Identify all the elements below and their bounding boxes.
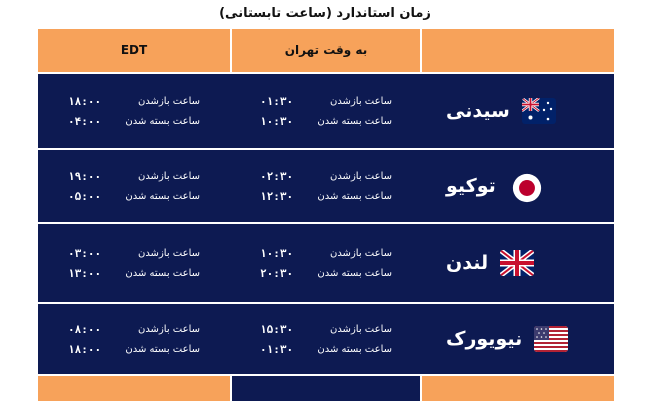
market-hours-table	[38, 29, 614, 401]
japan-flag-icon	[508, 173, 542, 199]
table-row	[38, 224, 614, 302]
tehran-open-time: ۰۲:۳۰	[260, 169, 294, 183]
city-cell	[446, 224, 606, 302]
edt-open-time: ۰۸:۰۰	[68, 322, 102, 336]
header-edt	[38, 29, 230, 72]
edt-open-label: ساعت بازشدن	[137, 170, 200, 182]
edt-open-time: ۰۳:۰۰	[68, 246, 102, 260]
tehran-open-label: ساعت بازشدن	[329, 95, 392, 107]
tehran-open-time: ۱۵:۳۰	[260, 322, 294, 336]
edt-times	[68, 304, 200, 374]
footer-edt	[38, 376, 230, 401]
page-title: زمان استاندارد (ساعت تابستانی)	[219, 6, 431, 21]
footer-tehran	[232, 376, 420, 401]
tehran-open-label: ساعت بازشدن	[329, 247, 392, 259]
footer-city	[422, 376, 614, 401]
usa-flag-icon	[534, 326, 568, 352]
tehran-open-label: ساعت بازشدن	[329, 323, 392, 335]
edt-close-time: ۱۳:۰۰	[68, 266, 102, 280]
city-name: توکیو	[446, 175, 496, 197]
table-row	[38, 304, 614, 374]
tehran-close-time: ۱۲:۳۰	[260, 189, 294, 203]
tehran-times	[260, 304, 392, 374]
header-tehran-label: به وقت تهران	[284, 43, 368, 57]
tehran-open-time: ۱۰:۳۰	[260, 246, 294, 260]
header-tehran	[232, 29, 420, 72]
australia-flag-icon	[522, 98, 556, 124]
edt-open-time: ۱۸:۰۰	[68, 94, 102, 108]
edt-close-label: ساعت بسته شدن	[125, 343, 200, 355]
table-row	[38, 74, 614, 148]
edt-close-time: ۰۴:۰۰	[68, 114, 102, 128]
edt-times	[68, 224, 200, 302]
uk-flag-icon	[500, 250, 534, 276]
edt-open-label: ساعت بازشدن	[137, 247, 200, 259]
tehran-open-label: ساعت بازشدن	[329, 170, 392, 182]
tehran-close-label: ساعت بسته شدن	[317, 343, 392, 355]
table-row	[38, 150, 614, 222]
header-city	[422, 29, 614, 72]
tehran-close-label: ساعت بسته شدن	[317, 115, 392, 127]
tehran-times	[260, 150, 392, 222]
city-name: لندن	[446, 252, 489, 274]
edt-open-label: ساعت بازشدن	[137, 95, 200, 107]
tehran-close-label: ساعت بسته شدن	[317, 190, 392, 202]
city-cell	[446, 74, 606, 148]
city-cell	[446, 150, 606, 222]
edt-open-label: ساعت بازشدن	[137, 323, 200, 335]
header-edt-label: EDT	[120, 43, 148, 57]
city-name: نیویورک	[446, 328, 523, 350]
tehran-close-time: ۱۰:۳۰	[260, 114, 294, 128]
tehran-open-time: ۰۱:۳۰	[260, 94, 294, 108]
edt-close-label: ساعت بسته شدن	[125, 267, 200, 279]
edt-open-time: ۱۹:۰۰	[68, 169, 102, 183]
tehran-times	[260, 74, 392, 148]
edt-close-time: ۰۵:۰۰	[68, 189, 102, 203]
city-cell	[446, 304, 606, 374]
edt-close-time: ۱۸:۰۰	[68, 342, 102, 356]
tehran-close-time: ۲۰:۳۰	[260, 266, 294, 280]
tehran-close-label: ساعت بسته شدن	[317, 267, 392, 279]
tehran-times	[260, 224, 392, 302]
edt-close-label: ساعت بسته شدن	[125, 115, 200, 127]
edt-times	[68, 150, 200, 222]
tehran-close-time: ۰۱:۳۰	[260, 342, 294, 356]
edt-times	[68, 74, 200, 148]
edt-close-label: ساعت بسته شدن	[125, 190, 200, 202]
city-name: سیدنی	[446, 100, 510, 122]
